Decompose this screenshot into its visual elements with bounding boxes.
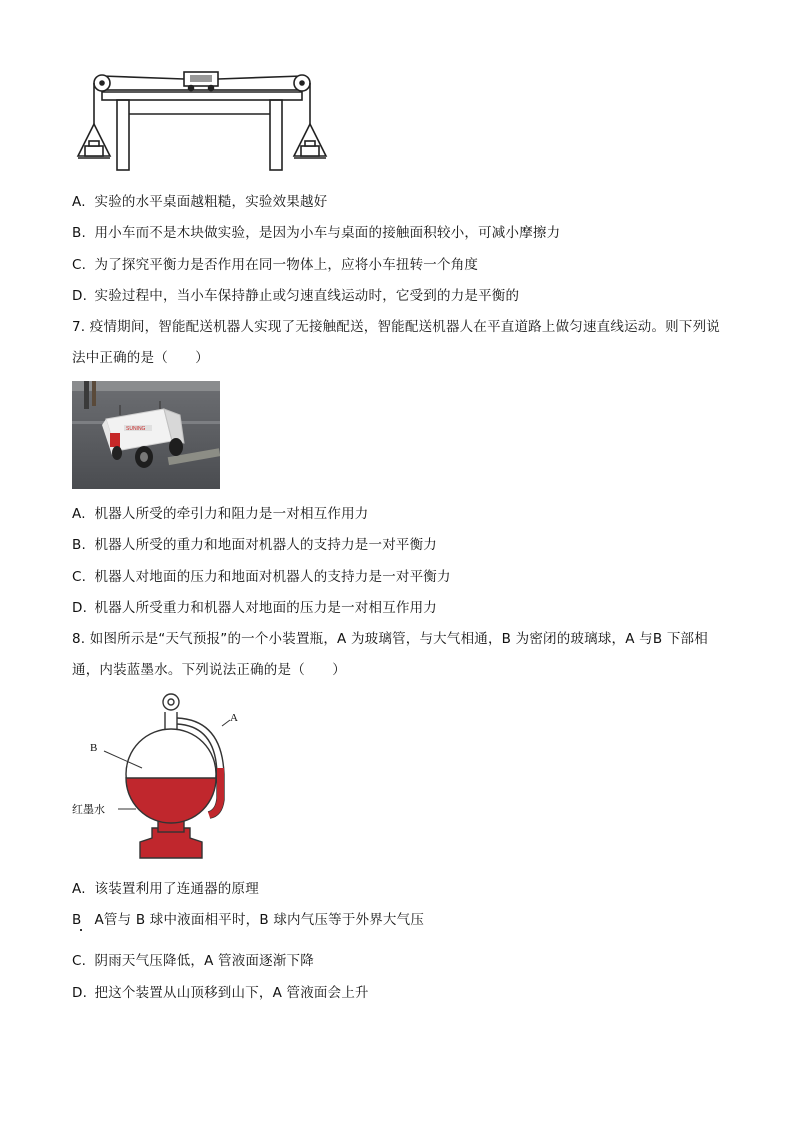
q6-option-b <box>72 224 560 242</box>
weather-glass-figure <box>72 688 252 868</box>
option-letter: D. <box>72 600 88 616</box>
option-text: 机器人对地面的压力和地面对机器人的支持力是一对平衡力 <box>94 569 451 585</box>
option-letter: C. <box>72 569 87 585</box>
robot-brand-label: SUNING <box>126 426 146 432</box>
option-letter: A. <box>72 881 86 897</box>
q6-option-d <box>72 287 519 305</box>
q8-option-d <box>72 984 369 1002</box>
q8-option-b <box>72 911 424 929</box>
q8-option-c <box>72 952 314 970</box>
option-letter: B <box>72 912 82 928</box>
q7-option-b <box>72 536 437 554</box>
option-letter: A. <box>72 194 86 210</box>
option-text: 阴雨天气压降低，A 管液面逐渐下降 <box>94 953 314 969</box>
option-text: 实验的水平桌面越粗糙，实验效果越好 <box>94 194 328 210</box>
option-letter: B. <box>72 537 86 553</box>
option-letter: B. <box>72 225 86 241</box>
q7-option-a <box>72 505 369 523</box>
option-text: 机器人所受的重力和地面对机器人的支持力是一对平衡力 <box>94 537 437 553</box>
option-letter: C. <box>72 257 87 273</box>
q7-stem: 7. 疫情期间，智能配送机器人实现了无接触配送，智能配送机器人在平直道路上做匀速直线运动。则下列说法中正确的是（ ） <box>72 319 720 366</box>
option-letter: D. <box>72 288 88 304</box>
q6-option-a <box>72 193 327 211</box>
option-text: 机器人所受重力和机器人对地面的压力是一对相互作用力 <box>94 600 437 616</box>
stray-dot <box>80 929 82 931</box>
option-letter: C. <box>72 953 87 969</box>
option-text: 机器人所受的牵引力和阻力是一对相互作用力 <box>94 506 369 522</box>
q6-option-c <box>72 256 478 274</box>
option-letter: D. <box>72 985 88 1001</box>
q7-option-d <box>72 599 437 617</box>
option-text: 用小车而不是木块做实验，是因为小车与桌面的接触面积较小，可减小摩擦力 <box>94 225 561 241</box>
q8-option-a <box>72 880 259 898</box>
label-red-ink: 红墨水 <box>72 803 105 816</box>
label-b: B <box>90 742 98 754</box>
cart-balance-figure <box>72 66 342 176</box>
option-text: 该装置利用了连通器的原理 <box>94 881 259 897</box>
q8-stem: 8. 如图所示是“天气预报”的一个小装置瓶，A 为玻璃管，与大气相通，B 为密闭的玻璃球，A 与B 下部相通，内装蓝墨水。下列说法正确的是（ ） <box>72 631 708 678</box>
option-text: 为了探究平衡力是否作用在同一物体上，应将小车扭转一个角度 <box>94 257 479 273</box>
label-a: A <box>230 712 238 724</box>
option-letter: A. <box>72 506 86 522</box>
delivery-robot-photo <box>72 381 220 489</box>
option-text: A管与 B 球中液面相平时，B 球内气压等于外界大气压 <box>94 912 425 928</box>
option-text: 把这个装置从山顶移到山下，A 管液面会上升 <box>94 985 369 1001</box>
q7-option-c <box>72 568 451 586</box>
option-text: 实验过程中，当小车保持静止或匀速直线运动时，它受到的力是平衡的 <box>94 288 520 304</box>
